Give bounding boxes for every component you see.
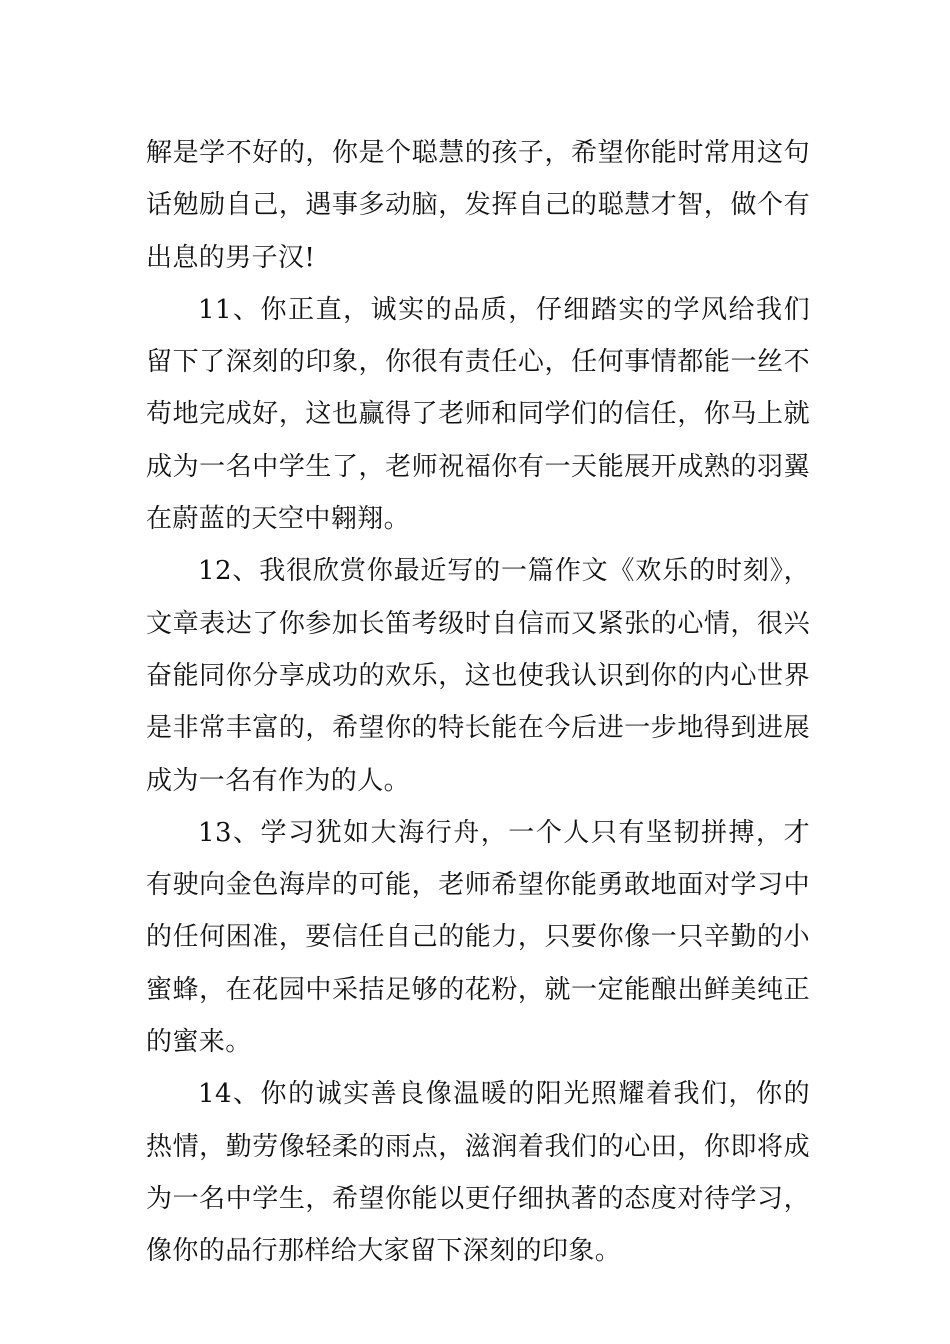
paragraph-12: 12、我很欣赏你最近写的一篇作文《欢乐的时刻》，文章表达了你参加长笛考级时自信而又紧张的心情，很兴奋能同你分享成功的欢乐，这也使我认识到你的内心世界是非常丰富的，希望你的特长能在今后进一步地得到进展成为一名有作为的人。 [146, 556, 810, 796]
paragraph-11: 11、你正直，诚实的品质，仔细踏实的学风给我们留下了深刻的印象，你很有责任心，任何事情都能一丝不苟地完成好，这也赢得了老师和同学们的信任，你马上就成为一名中学生了，老师祝福你有一天能展开成熟的羽翼在蔚蓝的天空中翱翔。 [146, 294, 810, 535]
paragraph-13: 13、学习犹如大海行舟，一个人只有坚韧拼搏，才有驶向金色海岸的可能，老师希望你能勇敢地面对学习中的任何困准，要信任自己的能力，只要你像一只辛勤的小蜜蜂，在花园中采拮足够的花粉，就一定能酿出鲜美纯正的蜜来。 [146, 817, 810, 1058]
paragraph-14: 14、你的诚实善良像温暖的阳光照耀着我们，你的热情，勤劳像轻柔的雨点，滋润着我们的心田，你即将成为一名中学生，希望你能以更仔细执著的态度对待学习，像你的品行那样给大家留下深刻的印象。 [146, 1079, 810, 1267]
document-body [146, 127, 810, 1278]
paragraph-continued: 解是学不好的，你是个聪慧的孩子，希望你能时常用这句话勉励自己，遇事多动脑，发挥自己的聪慧才智，做个有出息的男子汉! [146, 138, 810, 273]
